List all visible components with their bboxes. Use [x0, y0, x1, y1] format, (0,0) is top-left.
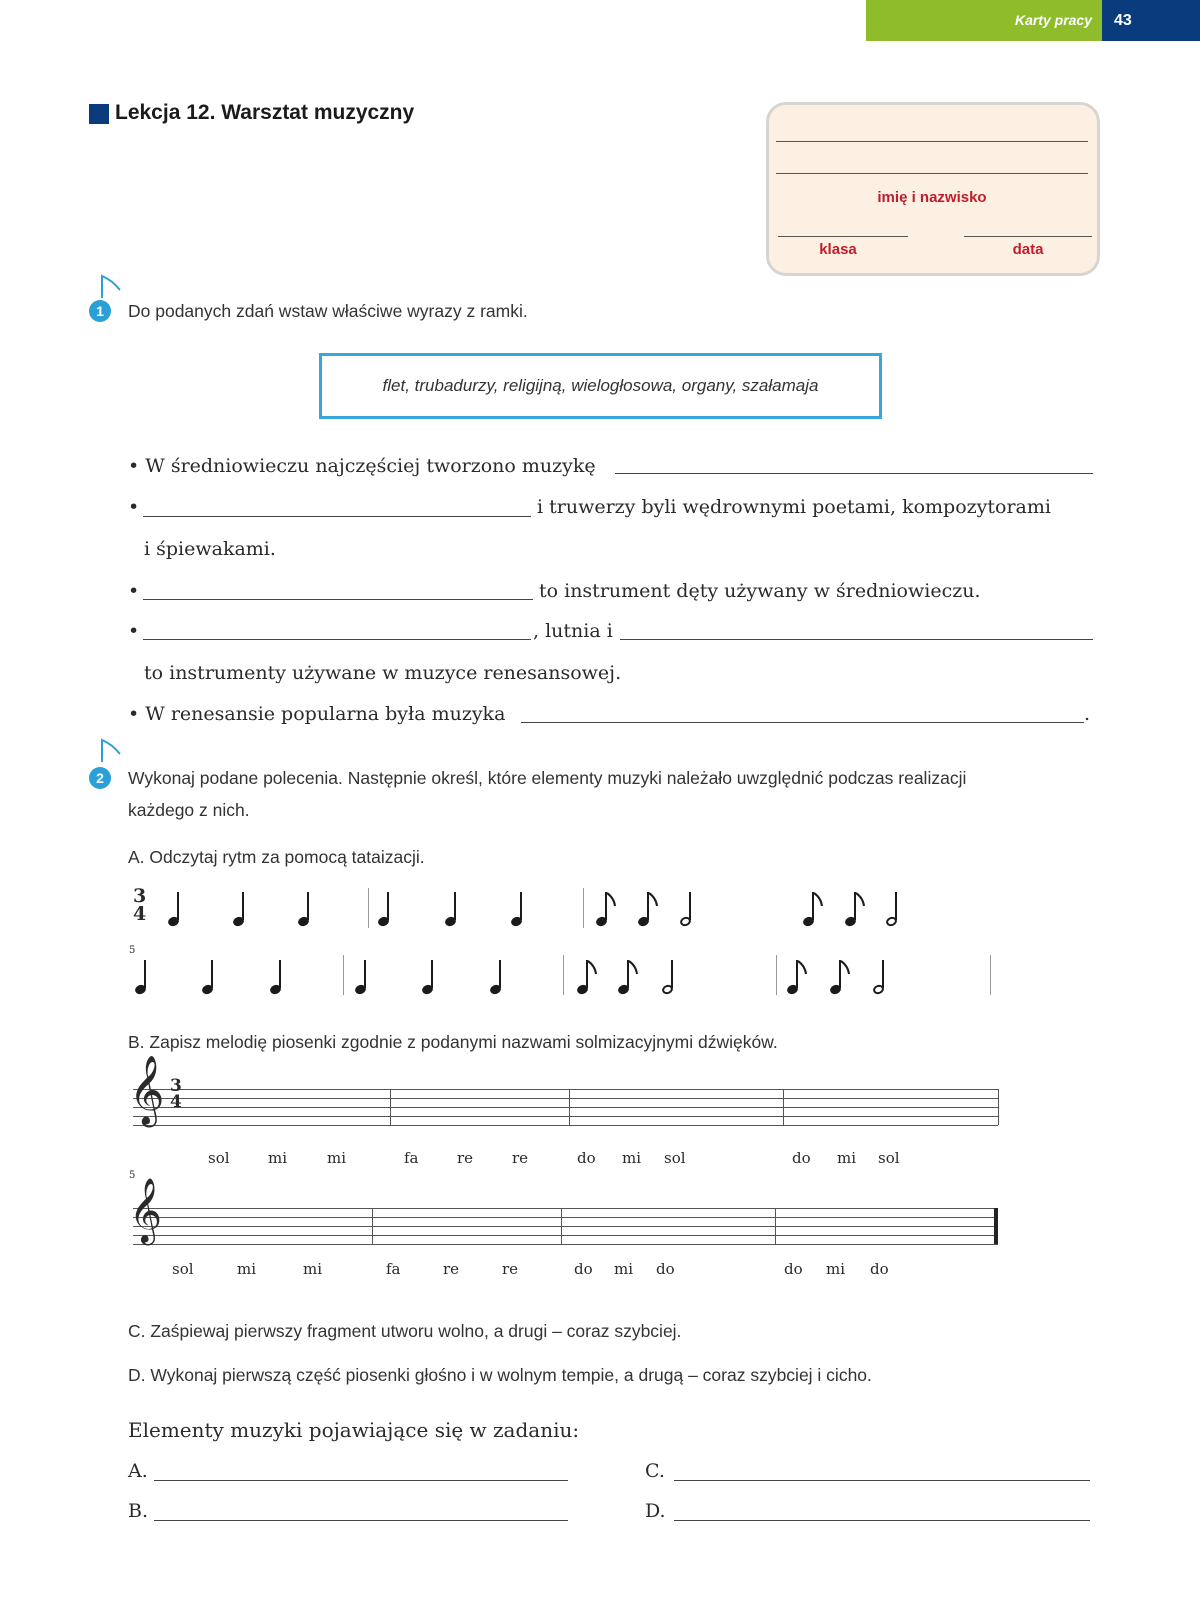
solmization-syllable: do: [577, 1149, 596, 1167]
solmization-syllable: fa: [404, 1149, 419, 1167]
solmization-syllable: re: [512, 1149, 529, 1167]
class-label: klasa: [819, 241, 857, 258]
sentence-2-blank[interactable]: [143, 516, 531, 517]
solmization-syllable: mi: [837, 1149, 857, 1167]
name-field-line-2[interactable]: [776, 173, 1088, 174]
staff-line: [133, 1125, 998, 1126]
sentence-5: • W renesansie popularna była muzyka: [128, 703, 506, 725]
subtask-d: D. Wykonaj pierwszą część piosenki głośno i w wolnym tempie, a drugą – coraz szybciej i cicho.: [128, 1365, 872, 1385]
task-2-instruction-line-1: Wykonaj podane polecenia. Następnie określ, które elementy muzyki należało uwzględnić podczas realizacji: [128, 768, 967, 788]
staff-line: [133, 1098, 998, 1099]
measure-number: 5: [129, 945, 136, 956]
note-stem: [242, 892, 244, 920]
bar-line: [368, 888, 369, 928]
note-stem: [895, 892, 897, 920]
solmization-syllable: sol: [878, 1149, 900, 1167]
final-bar-line: [994, 1208, 998, 1244]
answer-blank-c[interactable]: [674, 1480, 1090, 1481]
staff-line: [133, 1116, 998, 1117]
solmization-syllable: mi: [268, 1149, 288, 1167]
bar-line: [563, 955, 564, 995]
solmization-syllable: sol: [664, 1149, 686, 1167]
eighth-note-icon: [94, 736, 126, 766]
note-stem: [387, 892, 389, 920]
word-bank-text: flet, trubadurzy, religijną, wielogłosowa, organy, szałamaja: [382, 376, 819, 395]
solmization-syllable: sol: [172, 1260, 194, 1278]
name-field-line-1[interactable]: [776, 141, 1088, 142]
note-flag: [648, 892, 660, 910]
subtask-b: B. Zapisz melodię piosenki zgodnie z podanymi nazwami solmizacyjnymi dźwięków.: [128, 1032, 778, 1052]
note-stem: [177, 892, 179, 920]
sentence-4-blank-1[interactable]: [143, 639, 531, 640]
solmization-syllable: re: [443, 1260, 460, 1278]
answer-blank-b[interactable]: [154, 1520, 568, 1521]
bar-line: [583, 888, 584, 928]
note-flag: [606, 892, 618, 910]
staff-line: [133, 1107, 998, 1108]
staff-line: [133, 1089, 998, 1090]
staff-time-signature-bottom: 4: [170, 1092, 182, 1112]
time-signature-top: 3: [133, 885, 147, 907]
solmization-syllable: mi: [327, 1149, 347, 1167]
staff-line: [133, 1208, 998, 1209]
treble-clef-icon: 𝄞: [129, 1178, 163, 1243]
solmization-syllable: do: [870, 1260, 889, 1278]
solmization-syllable: mi: [303, 1260, 323, 1278]
answer-blank-a[interactable]: [154, 1480, 568, 1481]
sentence-3-bullet: •: [128, 580, 140, 602]
subtask-a: A. Odczytaj rytm za pomocą tataizacji.: [128, 847, 425, 867]
subtask-c: C. Zaśpiewaj pierwszy fragment utworu wolno, a drugi – coraz szybciej.: [128, 1321, 682, 1341]
bar-line: [776, 955, 777, 995]
solmization-syllable: mi: [622, 1149, 642, 1167]
staff-bar-line: [783, 1089, 784, 1125]
staff-line: [133, 1244, 998, 1245]
staff-2-measure-number: 5: [129, 1170, 136, 1181]
staff-line: [133, 1235, 998, 1236]
staff-line: [133, 1226, 998, 1227]
solmization-syllable: re: [457, 1149, 474, 1167]
answer-label-b: B.: [128, 1500, 149, 1522]
answer-label-a: A.: [128, 1460, 148, 1482]
staff-bar-line: [372, 1208, 373, 1244]
note-stem: [454, 892, 456, 920]
class-field-line[interactable]: [778, 236, 908, 237]
lesson-title: Lekcja 12. Warsztat muzyczny: [115, 101, 415, 124]
title-marker-icon: [89, 104, 109, 124]
note-stem: [211, 960, 213, 988]
staff-line: [133, 1217, 998, 1218]
note-stem: [279, 960, 281, 988]
bar-line: [990, 955, 991, 995]
solmization-syllable: mi: [614, 1260, 634, 1278]
sentence-1: • W średniowieczu najczęściej tworzono muzykę: [128, 455, 596, 477]
word-bank-box: [319, 353, 882, 419]
date-label: data: [1012, 241, 1044, 258]
task-2-instruction-line-2: każdego z nich.: [128, 800, 250, 820]
sentence-2: i truwerzy byli wędrownymi poetami, kompozytorami: [537, 496, 1051, 518]
staff-bar-line: [390, 1089, 391, 1125]
staff-bar-line: [561, 1208, 562, 1244]
page-number: 43: [1114, 12, 1132, 29]
sentence-4-continuation: to instrumenty używane w muzyce renesansowej.: [144, 662, 622, 684]
elements-heading: Elementy muzyki pojawiające się w zadaniu:: [128, 1418, 580, 1442]
note-flag: [813, 892, 825, 910]
solmization-syllable: re: [502, 1260, 519, 1278]
note-stem: [689, 892, 691, 920]
note-flag: [628, 960, 640, 978]
sentence-4-blank-2[interactable]: [620, 639, 1093, 640]
note-flag: [840, 960, 852, 978]
eighth-note-icon: [94, 272, 126, 302]
solmization-syllable: do: [784, 1260, 803, 1278]
sentence-2-continuation: i śpiewakami.: [144, 538, 276, 560]
answer-label-d: D.: [645, 1500, 666, 1522]
note-flag: [587, 960, 599, 978]
sentence-1-blank[interactable]: [615, 473, 1093, 474]
header-label: Karty pracy: [1014, 12, 1092, 28]
staff-time-signature-top: 3: [170, 1076, 182, 1096]
sentence-3-blank[interactable]: [143, 599, 533, 600]
staff-bar-line: [998, 1089, 999, 1125]
time-signature: [133, 887, 146, 923]
task-1-number: 1: [89, 300, 111, 322]
note-flag: [855, 892, 867, 910]
note-stem: [671, 960, 673, 988]
note-stem: [882, 960, 884, 988]
date-field-line[interactable]: [964, 236, 1092, 237]
staff-time-signature: [170, 1078, 182, 1110]
solmization-syllable: do: [574, 1260, 593, 1278]
task-1-instruction: Do podanych zdań wstaw właściwe wyrazy z ramki.: [128, 301, 528, 321]
solmization-syllable: fa: [386, 1260, 401, 1278]
answer-blank-d[interactable]: [674, 1520, 1090, 1521]
note-stem: [144, 960, 146, 988]
staff-bar-line: [775, 1208, 776, 1244]
solmization-syllable: sol: [208, 1149, 230, 1167]
note-stem: [431, 960, 433, 988]
note-stem: [520, 892, 522, 920]
name-label: imię i nazwisko: [877, 189, 987, 206]
note-stem: [499, 960, 501, 988]
sentence-4-bullet: •: [128, 620, 140, 642]
solmization-syllable: mi: [237, 1260, 257, 1278]
sentence-3: to instrument dęty używany w średniowieczu.: [539, 580, 981, 602]
sentence-2-bullet: •: [128, 496, 140, 518]
treble-clef-icon: 𝄞: [129, 1055, 165, 1125]
sentence-4-middle: , lutnia i: [533, 620, 613, 642]
note-stem: [364, 960, 366, 988]
answer-label-c: C.: [645, 1460, 665, 1482]
task-2-number: 2: [89, 767, 111, 789]
sentence-5-end: .: [1084, 703, 1091, 725]
sentence-5-blank[interactable]: [521, 722, 1084, 723]
note-flag: [797, 960, 809, 978]
staff-bar-line: [569, 1089, 570, 1125]
solmization-syllable: mi: [826, 1260, 846, 1278]
solmization-syllable: do: [792, 1149, 811, 1167]
note-stem: [307, 892, 309, 920]
time-signature-bottom: 4: [133, 903, 147, 925]
solmization-syllable: do: [656, 1260, 675, 1278]
bar-line: [343, 955, 344, 995]
